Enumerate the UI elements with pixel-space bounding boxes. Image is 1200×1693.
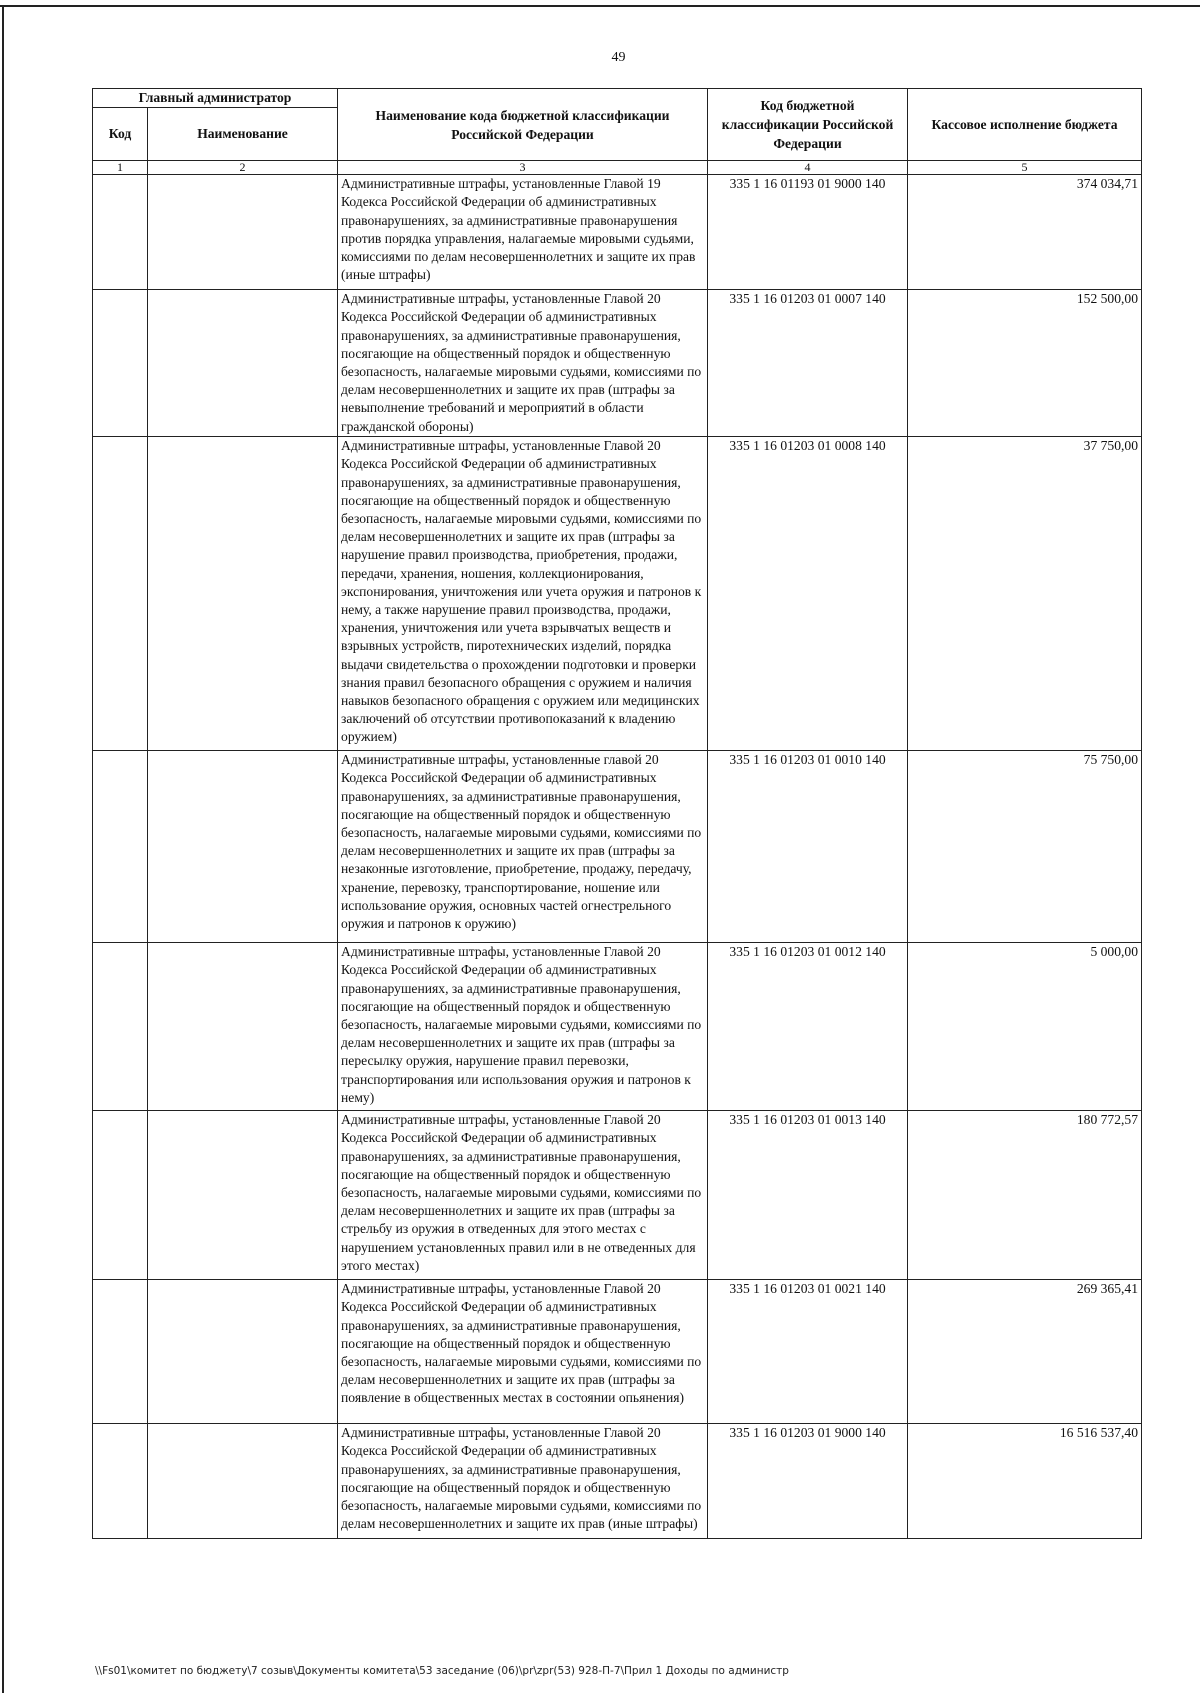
- table-row: [93, 175, 1142, 290]
- table-row: [93, 290, 1142, 437]
- kbk-code-cell: 335 1 16 01203 01 0012 140: [708, 943, 908, 1111]
- admin-code-cell: [93, 290, 148, 437]
- kbk-code-cell: 335 1 16 01203 01 0007 140: [708, 290, 908, 437]
- admin-name-cell: [148, 1280, 338, 1424]
- cash-execution-header: Кассовое исполнение бюджета: [908, 89, 1142, 161]
- amount-cell: 75 750,00: [908, 751, 1142, 943]
- page-number: 49: [611, 50, 626, 65]
- column-number: 1: [93, 161, 148, 175]
- column-number: 5: [908, 161, 1142, 175]
- admin-name-header: Наименование: [148, 108, 338, 161]
- admin-code-cell: [93, 751, 148, 943]
- admin-name-cell: [148, 751, 338, 943]
- admin-code-cell: [93, 1111, 148, 1280]
- kbk-code-header: Код бюджетной классификации Российской Федерации: [708, 89, 908, 161]
- kbk-description-cell: Административные штрафы, установленные Главой 19 Кодекса Российской Федерации об административных правонарушениях, за административные правонарушения против порядка управления, налагаемые мировыми судьями, комиссиями по делам несовершеннолетних и защите их прав (иные штрафы): [338, 175, 708, 290]
- column-number: 4: [708, 161, 908, 175]
- admin-code-header: Код: [93, 108, 148, 161]
- kbk-code-cell: 335 1 16 01203 01 0008 140: [708, 437, 908, 751]
- column-number: 3: [338, 161, 708, 175]
- file-path-footer: \\Fs01\комитет по бюджету\7 созыв\Документы комитета\53 заседание (06)\pr\zpr(53) 928-П-7\Прил 1 Доходы по администр: [95, 1665, 789, 1677]
- kbk-name-header: Наименование кода бюджетной классификации Российской Федерации: [338, 89, 708, 161]
- amount-cell: 16 516 537,40: [908, 1424, 1142, 1539]
- table-row: [93, 437, 1142, 751]
- kbk-description-cell: Административные штрафы, установленные Главой 20 Кодекса Российской Федерации об административных правонарушениях, за административные правонарушения, посягающие на общественный порядок и общественную безопасность, налагаемые мировыми судьями, комиссиями по делам несовершеннолетних и защите их прав (штрафы за нарушение правил производства, приобретения, продажи, передачи, хранения, ношения, коллекционирования, экспонирования, уничтожения или учета оружия и патронов к нему, а также нарушение правил производства, продажи, хранения, уничтожения или учета взрывчатых веществ и взрывных устройств, пиротехнических изделий, порядка выдачи свидетельства о прохождении подготовки и проверки знания правил безопасного обращения с оружием и наличия навыков безопасного обращения с оружием или медицинских заключений об отсутствии противопоказаний к владению оружием): [338, 437, 708, 751]
- admin-name-cell: [148, 437, 338, 751]
- admin-code-cell: [93, 943, 148, 1111]
- kbk-code-cell: 335 1 16 01203 01 9000 140: [708, 1424, 908, 1539]
- kbk-description-cell: Административные штрафы, установленные Главой 20 Кодекса Российской Федерации об административных правонарушениях, за административные правонарушения, посягающие на общественный порядок и общественную безопасность, налагаемые мировыми судьями, комиссиями по делам несовершеннолетних и защите их прав (штрафы за невыполнение требований и мероприятий в области гражданской обороны): [338, 290, 708, 437]
- amount-cell: 37 750,00: [908, 437, 1142, 751]
- admin-name-cell: [148, 1424, 338, 1539]
- admin-name-cell: [148, 1111, 338, 1280]
- admin-code-cell: [93, 1424, 148, 1539]
- table-row: [93, 943, 1142, 1111]
- table-row: [93, 1280, 1142, 1424]
- table-row: [93, 1424, 1142, 1539]
- admin-name-cell: [148, 290, 338, 437]
- amount-cell: 5 000,00: [908, 943, 1142, 1111]
- kbk-description-cell: Административные штрафы, установленные Главой 20 Кодекса Российской Федерации об административных правонарушениях, за административные правонарушения, посягающие на общественный порядок и общественную безопасность, налагаемые мировыми судьями, комиссиями по делам несовершеннолетних и защите их прав (иные штрафы): [338, 1424, 708, 1539]
- kbk-description-cell: Административные штрафы, установленные Главой 20 Кодекса Российской Федерации об административных правонарушениях, за административные правонарушения, посягающие на общественный порядок и общественную безопасность, налагаемые мировыми судьями, комиссиями по делам несовершеннолетних и защите их прав (штрафы за появление в общественных местах в состоянии опьянения): [338, 1280, 708, 1424]
- admin-code-cell: [93, 437, 148, 751]
- kbk-code-cell: 335 1 16 01193 01 9000 140: [708, 175, 908, 290]
- kbk-code-cell: 335 1 16 01203 01 0021 140: [708, 1280, 908, 1424]
- column-number: 2: [148, 161, 338, 175]
- kbk-description-cell: Административные штрафы, установленные Главой 20 Кодекса Российской Федерации об административных правонарушениях, за административные правонарушения, посягающие на общественный порядок и общественную безопасность, налагаемые мировыми судьями, комиссиями по делам несовершеннолетних и защите их прав (штрафы за пересылку оружия, нарушение правил перевозки, транспортирования или использования оружия и патронов к нему): [338, 943, 708, 1111]
- page-left-border: [2, 5, 4, 1693]
- kbk-code-cell: 335 1 16 01203 01 0013 140: [708, 1111, 908, 1280]
- admin-code-cell: [93, 175, 148, 290]
- table-row: [93, 751, 1142, 943]
- page-top-border: [0, 5, 1200, 7]
- admin-name-cell: [148, 175, 338, 290]
- kbk-description-cell: Административные штрафы, установленные Главой 20 Кодекса Российской Федерации об административных правонарушениях, за административные правонарушения, посягающие на общественный порядок и общественную безопасность, налагаемые мировыми судьями, комиссиями по делам несовершеннолетних и защите их прав (штрафы за стрельбу из оружия в отведенных для этого местах с нарушением установленных правил или в не отведенных для этого местах): [338, 1111, 708, 1280]
- admin-name-cell: [148, 943, 338, 1111]
- kbk-code-cell: 335 1 16 01203 01 0010 140: [708, 751, 908, 943]
- column-numbers-row: [93, 161, 1142, 175]
- amount-cell: 269 365,41: [908, 1280, 1142, 1424]
- amount-cell: 152 500,00: [908, 290, 1142, 437]
- budget-revenue-table: [92, 88, 1142, 1539]
- amount-cell: 180 772,57: [908, 1111, 1142, 1280]
- chief-administrator-header: Главный администратор: [93, 89, 338, 108]
- admin-code-cell: [93, 1280, 148, 1424]
- amount-cell: 374 034,71: [908, 175, 1142, 290]
- kbk-description-cell: Административные штрафы, установленные главой 20 Кодекса Российской Федерации об административных правонарушениях, за административные правонарушения, посягающие на общественный порядок и общественную безопасность, налагаемые мировыми судьями, комиссиями по делам несовершеннолетних и защите их прав (штрафы за незаконные изготовление, приобретение, продажу, передачу, хранение, перевозку, транспортирование, ношение или использование оружия, основных частей огнестрельного оружия и патронов к оружию): [338, 751, 708, 943]
- table-row: [93, 1111, 1142, 1280]
